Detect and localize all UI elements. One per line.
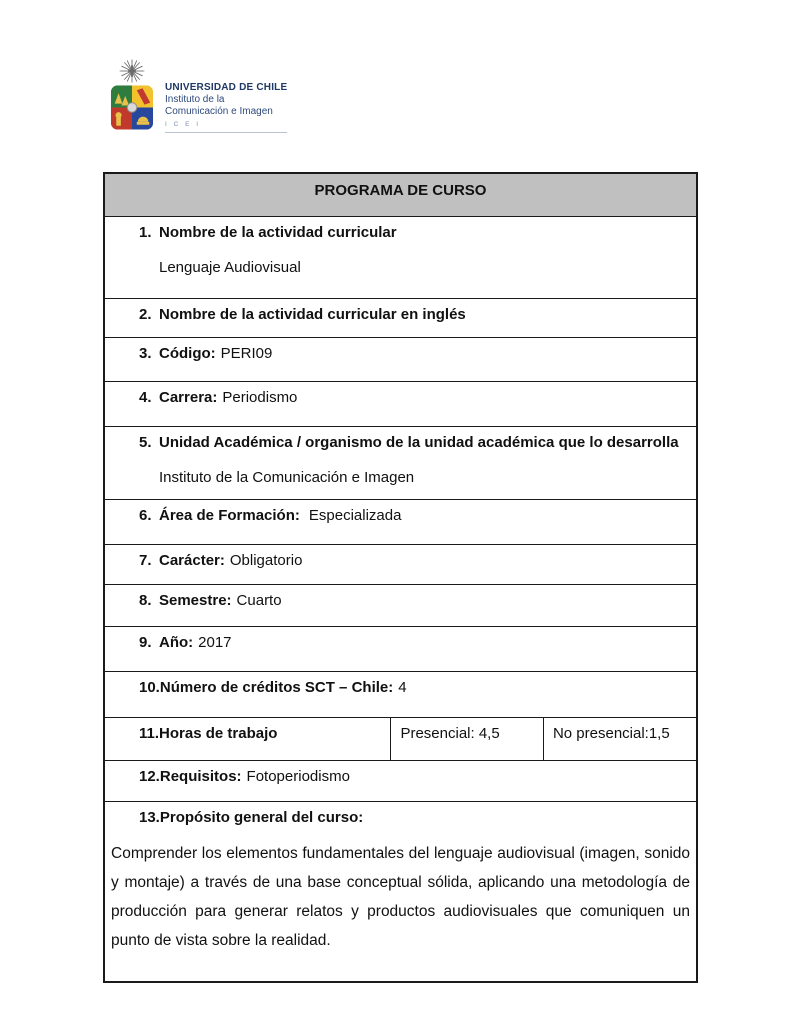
- row-number: 9.: [139, 634, 152, 651]
- row-number: 1.: [139, 224, 152, 241]
- row-unidad-academica: [104, 427, 697, 500]
- row-number: 2.: [139, 306, 152, 323]
- row-number: 6.: [139, 507, 152, 524]
- row-horas-trabajo: [104, 718, 697, 761]
- cell-no-presencial: No presencial:1,5: [543, 718, 697, 761]
- row-label: Carrera:: [159, 389, 218, 406]
- row-label: Carácter:: [159, 552, 225, 569]
- row-label: Propósito general del curso:: [159, 809, 364, 826]
- cell-horas-label: [104, 718, 391, 761]
- row-proposito: [104, 802, 697, 983]
- logo-acronym: I C E I: [165, 121, 201, 128]
- row-label: Requisitos:: [159, 768, 242, 785]
- logo-institute-line1: Instituto de la: [165, 94, 225, 105]
- row-label: Unidad Académica / organismo de la unidad académica que lo desarrolla: [159, 434, 679, 451]
- row-creditos: [104, 672, 697, 718]
- row-value: PERI09: [220, 345, 273, 362]
- table-title: PROGRAMA DE CURSO: [104, 173, 697, 217]
- row-value: Cuarto: [236, 592, 282, 609]
- row-anio: [104, 627, 697, 672]
- row-caracter: [104, 545, 697, 585]
- row-number: 10.: [139, 679, 160, 696]
- logo-university-name: UNIVERSIDAD DE CHILE: [165, 82, 288, 93]
- university-shield-icon: [108, 58, 156, 132]
- row-number: 12.: [139, 768, 160, 785]
- university-logo: [108, 58, 287, 133]
- row-number: 7.: [139, 552, 152, 569]
- row-value: Obligatorio: [229, 552, 303, 569]
- row-number: 13.: [139, 809, 160, 826]
- row-number: 5.: [139, 434, 152, 451]
- row-value: 4: [398, 679, 407, 696]
- row-value: Fotoperiodismo: [246, 768, 350, 785]
- row-label: Número de créditos SCT – Chile:: [159, 679, 394, 696]
- logo-text-block: [165, 82, 287, 133]
- row-label: Código:: [159, 345, 216, 362]
- row-nombre-ingles: [104, 299, 697, 338]
- row-number: 3.: [139, 345, 152, 362]
- row-label: Horas de trabajo: [159, 725, 278, 742]
- row-requisitos: [104, 761, 697, 802]
- course-purpose-paragraph: Comprender los elementos fundamentales del lenguaje audiovisual (imagen, sonido y montaje) a través de una base conceptual sólida, aplicando una metodología de producción para generar relatos y productos audiovisuales que comuniquen un punto de vista sobre la realidad.: [111, 845, 690, 949]
- row-label: Semestre:: [159, 592, 232, 609]
- row-value: 2017: [198, 634, 232, 651]
- row-label: Nombre de la actividad curricular: [159, 224, 397, 241]
- row-carrera: [104, 382, 697, 427]
- cell-presencial: Presencial: 4,5: [391, 718, 544, 761]
- row-number: 8.: [139, 592, 152, 609]
- row-label: Año:: [159, 634, 194, 651]
- row-nombre-actividad: [104, 217, 697, 299]
- row-semestre: [104, 585, 697, 627]
- row-value: Instituto de la Comunicación e Imagen: [159, 469, 415, 486]
- row-number: 4.: [139, 389, 152, 406]
- logo-institute-line2: Comunicación e Imagen: [165, 106, 273, 117]
- row-number: 11.: [139, 725, 160, 742]
- row-area-formacion: [104, 500, 697, 545]
- row-value: Lenguaje Audiovisual: [159, 259, 301, 276]
- course-program-table: [103, 172, 698, 983]
- row-label: Nombre de la actividad curricular en inglés: [159, 306, 466, 323]
- row-codigo: [104, 338, 697, 382]
- row-value: Periodismo: [222, 389, 298, 406]
- row-label: Área de Formación:: [159, 507, 300, 524]
- row-value: Especializada: [308, 507, 402, 524]
